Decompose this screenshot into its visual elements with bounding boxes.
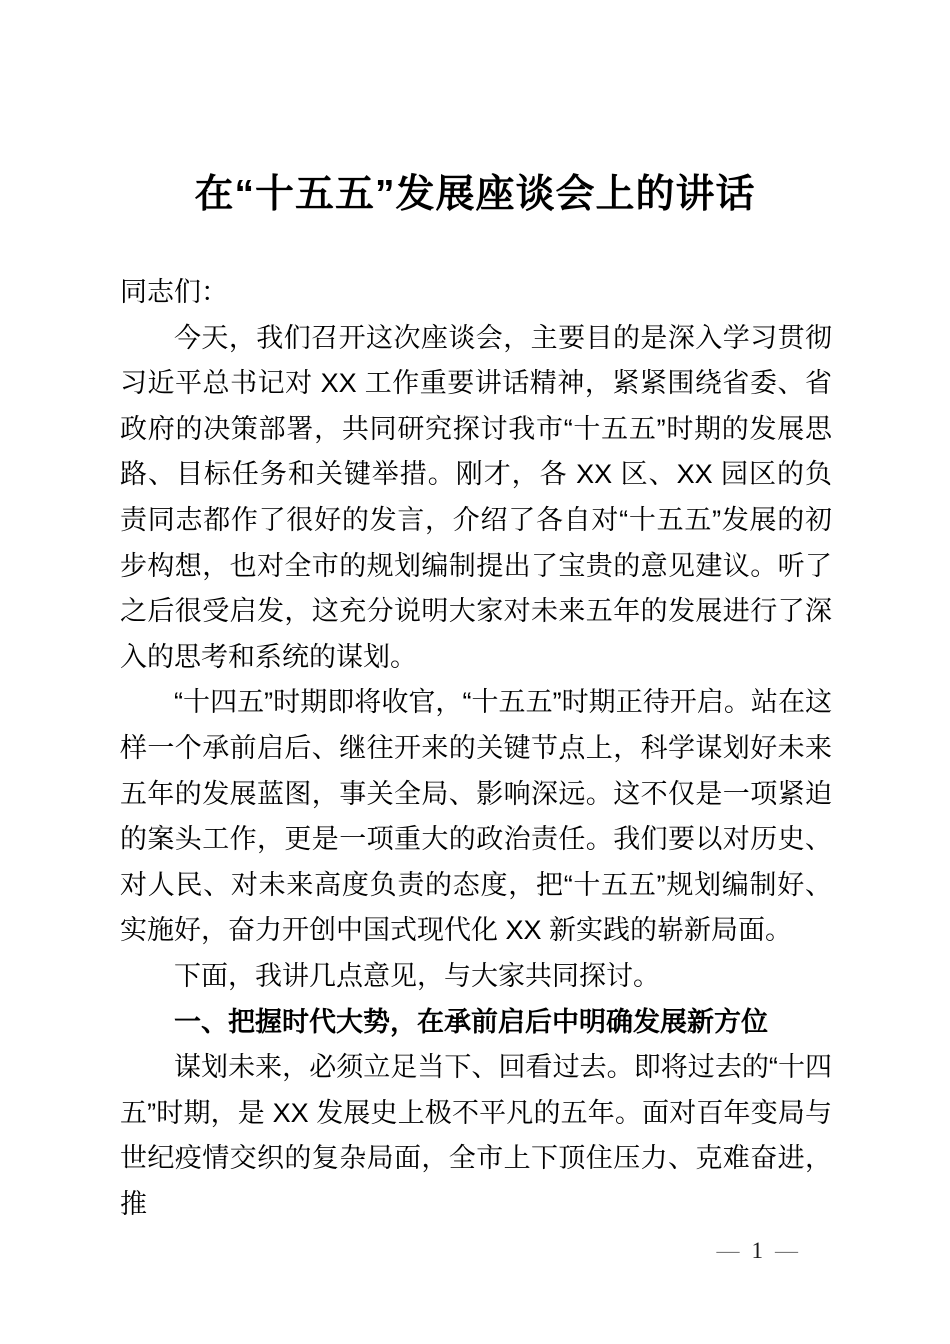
paragraph-3: 下面，我讲几点意见，与大家共同探讨。 [174,960,660,991]
salutation: 同志们： [120,277,228,307]
page-number: 1 [751,1238,763,1263]
page-footer [711,1238,805,1264]
paragraph-2: “十四五”时期即将收官，“十五五”时期正待开启。站在这样一个承前启后、继往开来的关键节点上，科学谋划好未来五年的发展蓝图，事关全局、影响深远。这不仅是一项紧迫的案头工作，更是一项重大的政治责任。我们要以对历史、对人民、对未来高度负责的态度，把“十五五”规划编制好、实施好，奋力开创中国式现代化 XX 新实践的崭新局面。 [120,687,832,946]
footer-dash-right: — [775,1238,798,1263]
footer-dash-left: — [716,1238,740,1263]
paragraph-1: 今天，我们召开这次座谈会，主要目的是深入学习贯彻习近平总书记对 XX 工作重要讲话精神，紧紧围绕省委、省政府的决策部署，共同研究探讨我市“十五五”时期的发展思路、目标任务和关键举措。刚才，各 XX 区、XX 园区的负责同志都作了很好的发言，介绍了各自对“十五五”发展的初步构想，也对全市的规划编制提出了宝贵的意见建议。听了之后很受启发，这充分说明大家对未来五年的发展进行了深入的思考和系统的谋划。 [120,322,832,672]
page-title: 在“十五五”发展座谈会上的讲话 [194,173,756,216]
document-body [120,270,832,1227]
section-heading-1: 一、把握时代大势，在承前启后中明确发展新方位 [174,1006,768,1037]
paragraph-4: 谋划未来，必须立足当下、回看过去。即将过去的“十四五”时期，是 XX 发展史上极不平凡的五年。面对百年变局与世纪疫情交织的复杂局面，全市上下顶住压力、克难奋进，推 [120,1052,832,1219]
